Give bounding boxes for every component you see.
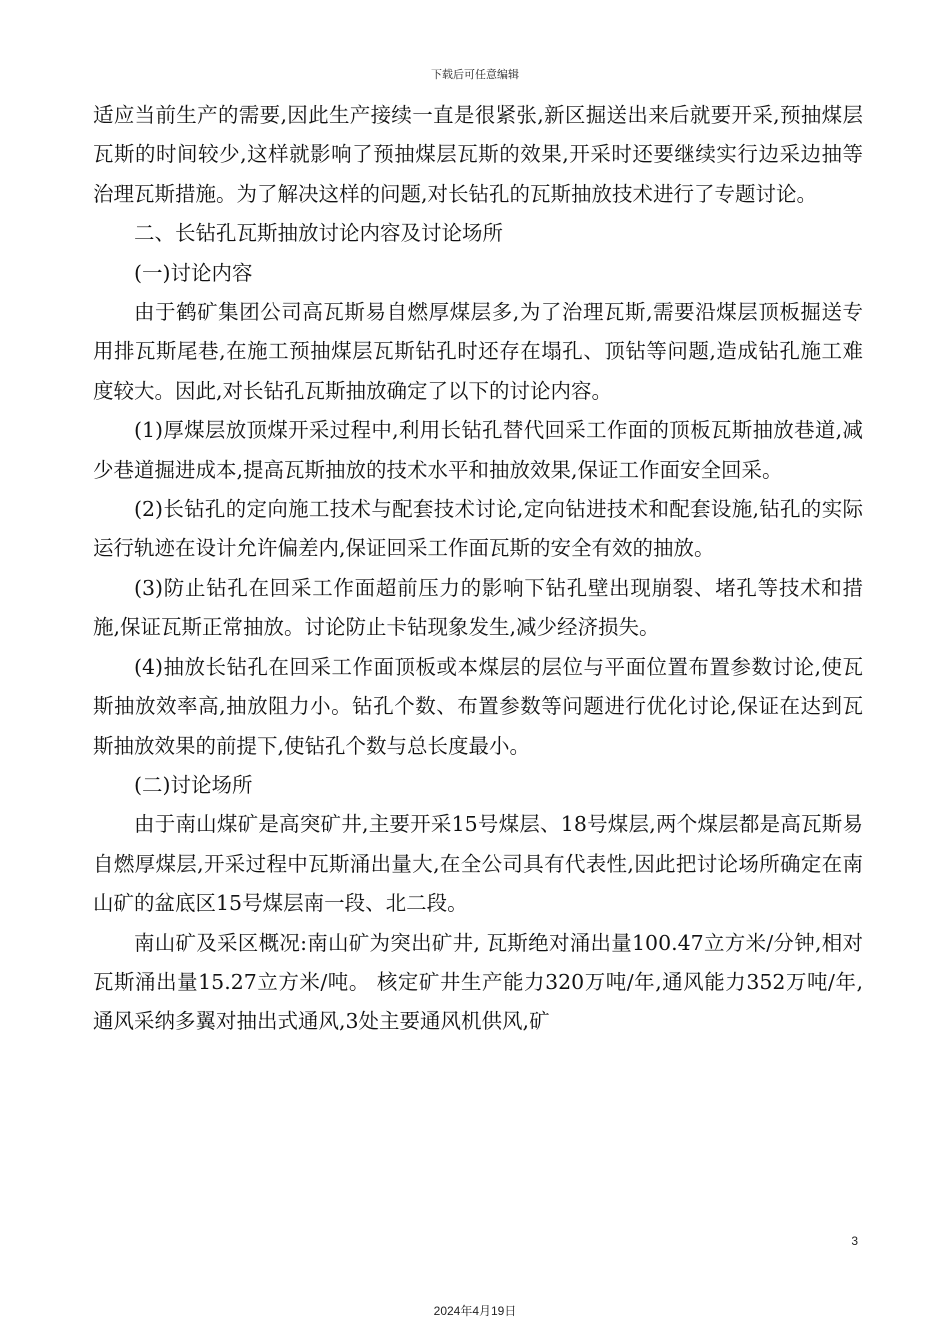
paragraph-continuation: 适应当前生产的需要,因此生产接续一直是很紧张,新区掘送出来后就要开采,预抽煤层瓦斯的时间较少,这样就影响了预抽煤层瓦斯的效果,开采时还要继续实行边采边抽等治理瓦斯措施。为了解决这样的问题,对长钻孔的瓦斯抽放技术进行了专题讨论。 [93,103,863,206]
paragraph-mine-overview: 南山矿及采区概况:南山矿为突出矿井, 瓦斯绝对涌出量100.47立方米/分钟,相对瓦斯涌出量15.27立方米/吨。 核定矿井生产能力320万吨/年,通风能力352万吨/年,通风采纳多翼对抽出式通风,3处主要通风机供风,矿 [93,930,863,1034]
page-number: 3 [851,1234,858,1248]
subsection-heading-site: (二)讨论场所 [134,772,253,797]
paragraph-site: 由于南山煤矿是高突矿井,主要开采15号煤层、18号煤层,两个煤层都是高瓦斯易自燃厚煤层,开采过程中瓦斯涌出量大,在全公司具有代表性,因此把讨论场所确定在南山矿的盆底区15号煤层南一段、北二段。 [93,812,863,916]
list-item-2: (2)长钻孔的定向施工技术与配套技术讨论,定向钻进技术和配套设施,钻孔的实际运行轨迹在设计允许偏差内,保证回采工作面瓦斯的安全有效的抽放。 [93,497,863,561]
section-heading-2: 二、长钻孔瓦斯抽放讨论内容及讨论场所 [134,221,503,246]
document-body [93,96,863,1042]
page-header: 下载后可任意编辑 [431,68,519,81]
list-item-1: (1)厚煤层放顶煤开采过程中,利用长钻孔替代回采工作面的顶板瓦斯抽放巷道,减少巷道掘进成本,提高瓦斯抽放的技术水平和抽放效果,保证工作面安全回采。 [93,418,863,482]
list-item-4: (4)抽放长钻孔在回采工作面顶板或本煤层的层位与平面位置布置参数讨论,使瓦斯抽放效率高,抽放阻力小。钻孔个数、布置参数等问题进行优化讨论,保证在达到瓦斯抽放效果的前提下,使钻孔个数与总长度最小。 [93,654,863,758]
list-item-3: (3)防止钻孔在回采工作面超前压力的影响下钻孔壁出现崩裂、堵孔等技术和措施,保证瓦斯正常抽放。讨论防止卡钻现象发生,减少经济损失。 [93,575,863,640]
footer-date: 2024年4月19日 [433,1304,517,1318]
subsection-heading-content: (一)讨论内容 [134,260,253,285]
paragraph-background: 由于鹤矿集团公司高瓦斯易自燃厚煤层多,为了治理瓦斯,需要沿煤层顶板掘送专用排瓦斯尾巷,在施工预抽煤层瓦斯钻孔时还存在塌孔、顶钻等问题,造成钻孔施工难度较大。因此,对长钻孔瓦斯抽放确定了以下的讨论内容。 [93,300,863,403]
